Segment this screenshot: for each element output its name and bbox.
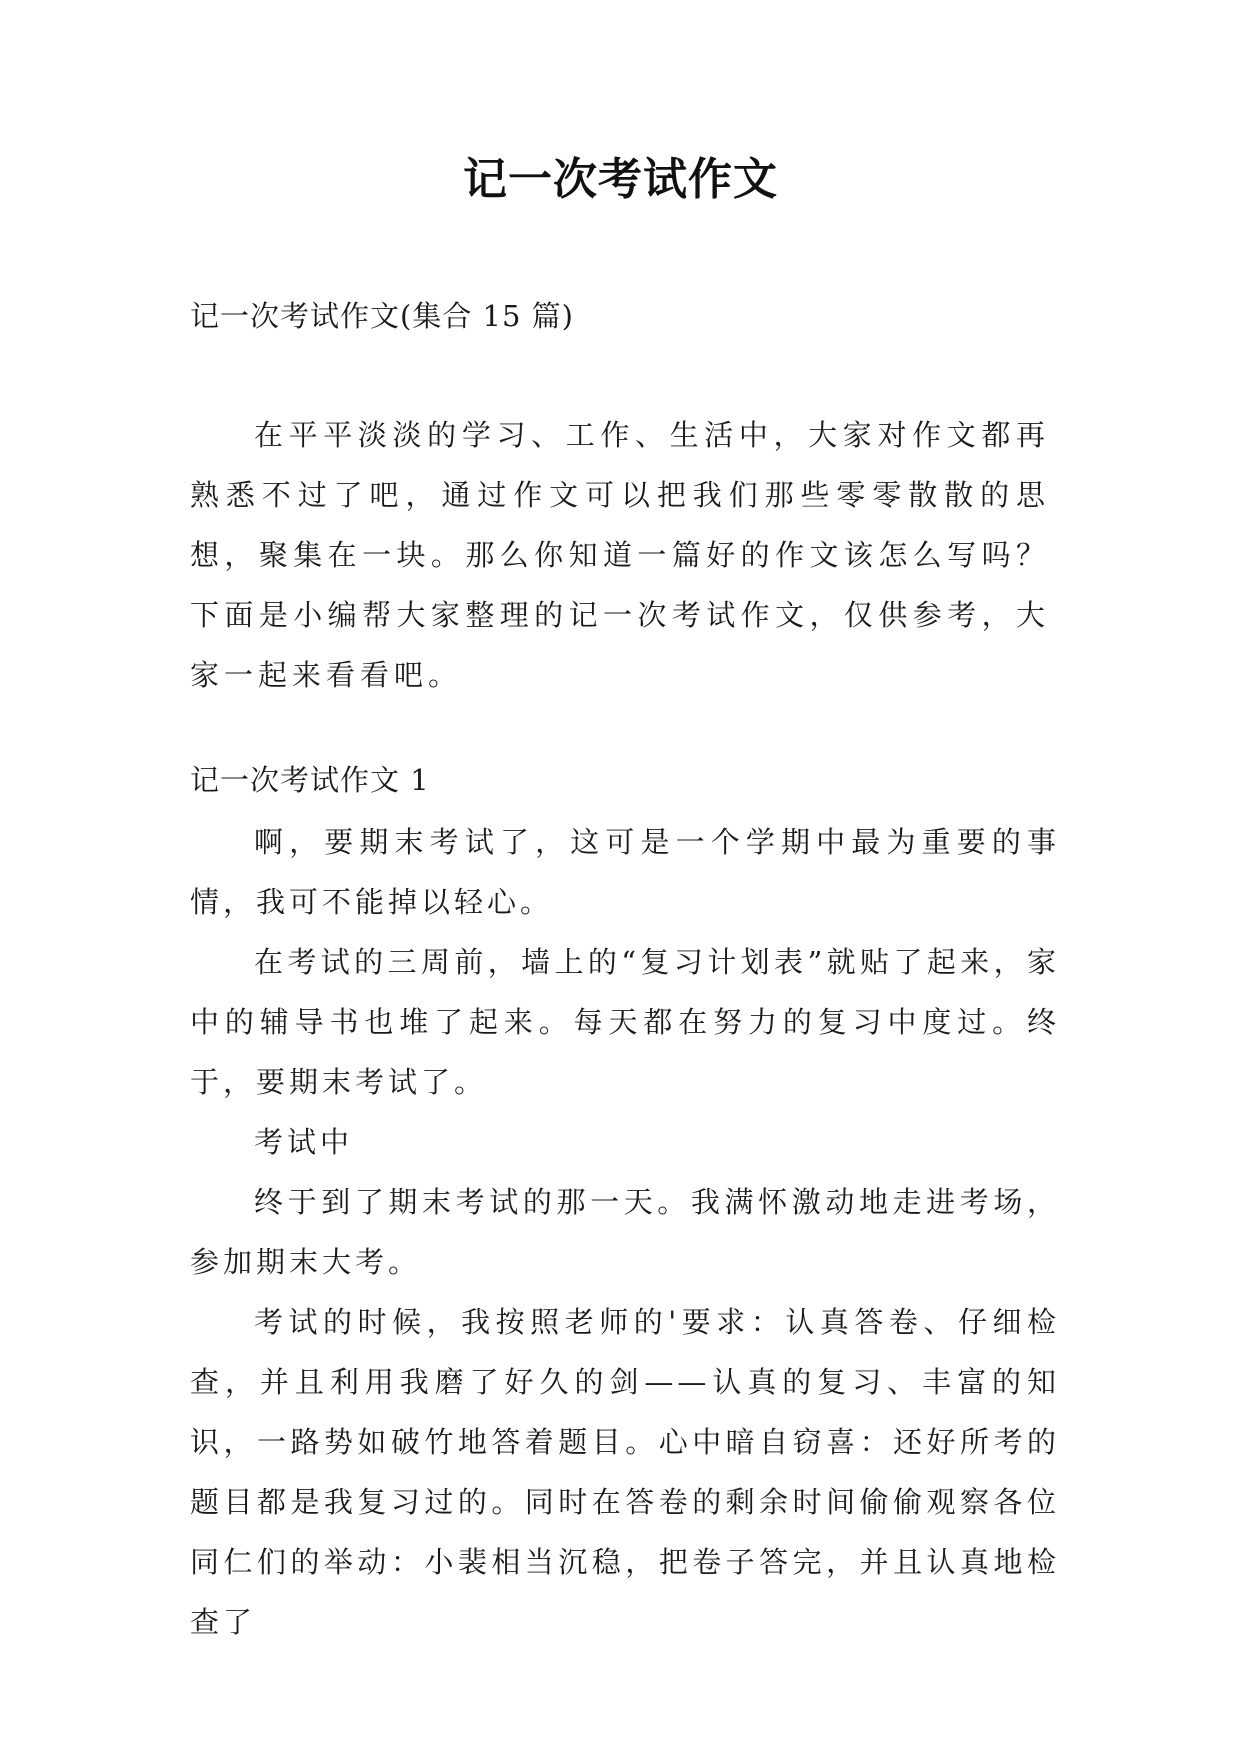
body-paragraph: 在考试的三周前，墙上的“复习计划表”就贴了起来，家中的辅导书也堆了起来。每天都在努力的复习中度过。终于，要期末考试了。 <box>190 945 1060 1099</box>
document-title: 记一次考试作文 <box>463 154 778 205</box>
intro-paragraph: 在平平淡淡的学习、工作、生活中，大家对作文都再熟悉不过了吧，通过作文可以把我们那些零零散散的思想，聚集在一块。那么你知道一篇好的作文该怎么写吗？下面是小编帮大家整理的记一次考试作文，仅供参考，大家一起来看看吧。 <box>190 418 1050 692</box>
body-paragraph: 考试的时候，我按照老师的'要求：认真答卷、仔细检查，并且利用我磨了好久的剑——认真的复习、丰富的知识，一路势如破竹地答着题目。心中暗自窃喜：还好所考的题目都是我复习过的。同时在答卷的剩余时间偷偷观察各位同仁们的举动：小裴相当沉稳，把卷子答完，并且认真地检查了 <box>190 1305 1060 1639</box>
body-paragraph: 终于到了期末考试的那一天。我满怀激动地走进考场，参加期末大考。 <box>190 1185 1060 1279</box>
essay-body <box>190 812 1060 1652</box>
document-subtitle: 记一次考试作文(集合 15 篇) <box>190 299 574 333</box>
body-subheading: 考试中 <box>254 1125 354 1159</box>
section-heading: 记一次考试作文 1 <box>190 763 430 797</box>
body-paragraph: 啊，要期末考试了，这可是一个学期中最为重要的事情，我可不能掉以轻心。 <box>190 825 1060 919</box>
